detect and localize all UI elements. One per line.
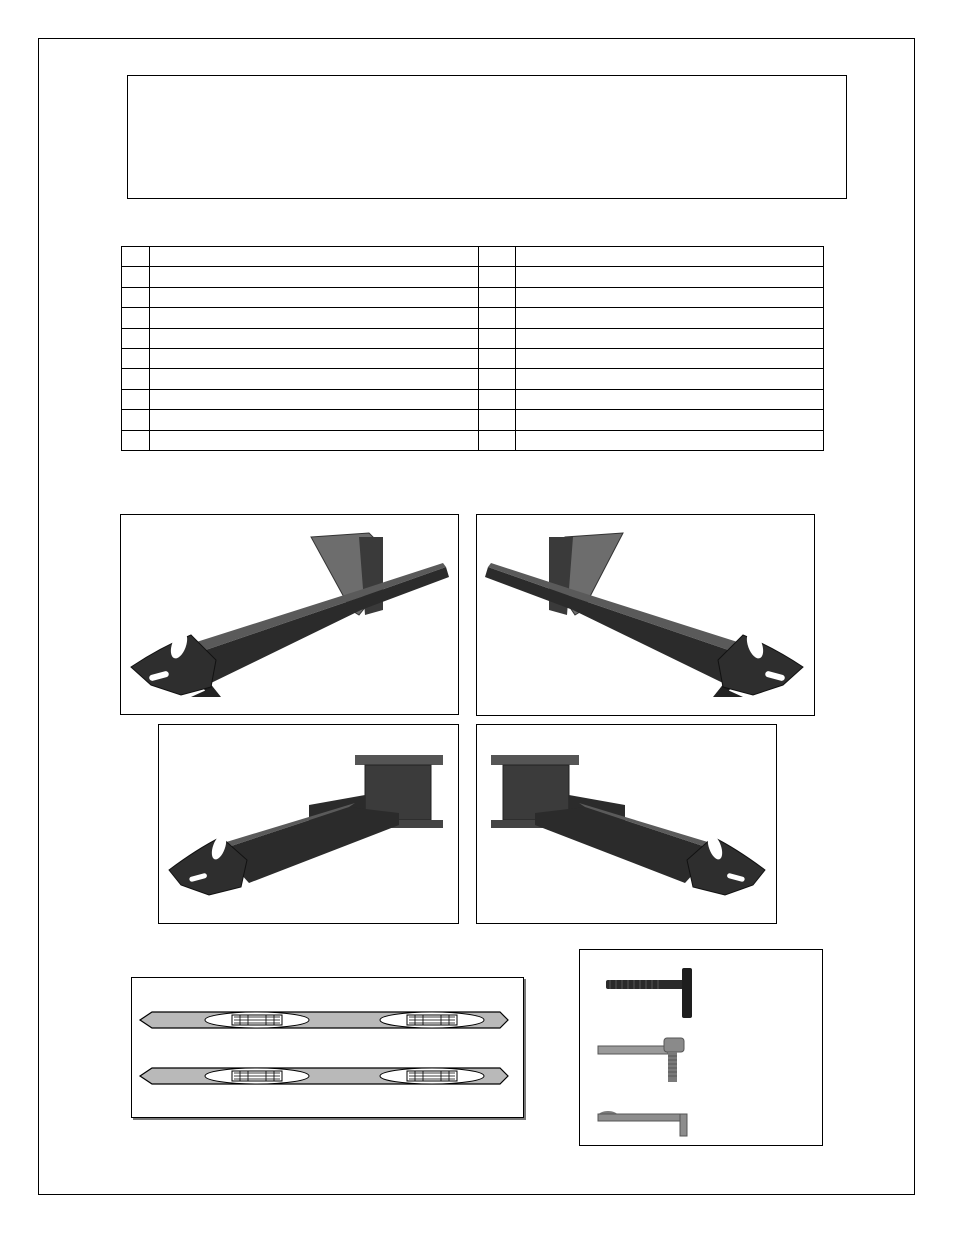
running-board-lower (140, 1068, 508, 1084)
running-boards-drawing (131, 977, 524, 1118)
parts-cell-desc-left (150, 287, 479, 307)
parts-cell-qty-left (122, 410, 150, 430)
parts-cell-qty-right (479, 287, 516, 307)
parts-cell-desc-left (150, 410, 479, 430)
square-bolt (598, 1038, 684, 1082)
parts-cell-desc-right (516, 369, 824, 389)
parts-cell-desc-left (150, 267, 479, 287)
parts-cell-qty-right (479, 430, 516, 450)
running-board-upper (140, 1012, 508, 1028)
parts-table (121, 246, 824, 451)
hardware-photo (579, 949, 823, 1146)
parts-table-row (122, 369, 824, 389)
parts-cell-desc-right (516, 430, 824, 450)
parts-table-row (122, 328, 824, 348)
parts-cell-qty-right (479, 267, 516, 287)
parts-cell-qty-right (479, 348, 516, 368)
parts-cell-desc-left (150, 348, 479, 368)
parts-cell-qty-left (122, 430, 150, 450)
parts-cell-qty-left (122, 267, 150, 287)
parts-table-row (122, 410, 824, 430)
parts-cell-desc-right (516, 389, 824, 409)
parts-cell-desc-right (516, 247, 824, 267)
parts-cell-desc-left (150, 430, 479, 450)
parts-cell-qty-left (122, 389, 150, 409)
parts-cell-qty-right (479, 389, 516, 409)
parts-cell-desc-left (150, 328, 479, 348)
bracket-photo-front-left (120, 514, 459, 715)
parts-table-row (122, 348, 824, 368)
parts-cell-qty-right (479, 308, 516, 328)
t-bolt (606, 968, 692, 1018)
parts-cell-qty-left (122, 247, 150, 267)
parts-cell-desc-right (516, 410, 824, 430)
parts-cell-qty-right (479, 410, 516, 430)
parts-cell-desc-right (516, 348, 824, 368)
parts-cell-qty-left (122, 308, 150, 328)
parts-table-row (122, 267, 824, 287)
parts-cell-desc-right (516, 267, 824, 287)
parts-cell-desc-left (150, 247, 479, 267)
parts-cell-desc-left (150, 369, 479, 389)
parts-table-row (122, 287, 824, 307)
parts-table-body (122, 247, 824, 451)
parts-cell-qty-right (479, 369, 516, 389)
title-box (127, 75, 847, 199)
parts-table-row (122, 247, 824, 267)
parts-cell-desc-right (516, 328, 824, 348)
parts-cell-qty-right (479, 328, 516, 348)
parts-cell-qty-left (122, 348, 150, 368)
parts-table-row (122, 389, 824, 409)
parts-cell-qty-left (122, 328, 150, 348)
parts-cell-desc-right (516, 308, 824, 328)
parts-cell-qty-right (479, 247, 516, 267)
bracket-photo-rear-right (476, 724, 777, 924)
parts-cell-desc-right (516, 287, 824, 307)
parts-cell-qty-left (122, 287, 150, 307)
parts-cell-desc-left (150, 308, 479, 328)
bracket-photo-front-right (476, 514, 815, 716)
parts-table-row (122, 308, 824, 328)
bracket-photo-rear-left (158, 724, 459, 924)
hook-bolt (598, 1111, 687, 1136)
parts-cell-desc-left (150, 389, 479, 409)
parts-table-row (122, 430, 824, 450)
parts-cell-qty-left (122, 369, 150, 389)
